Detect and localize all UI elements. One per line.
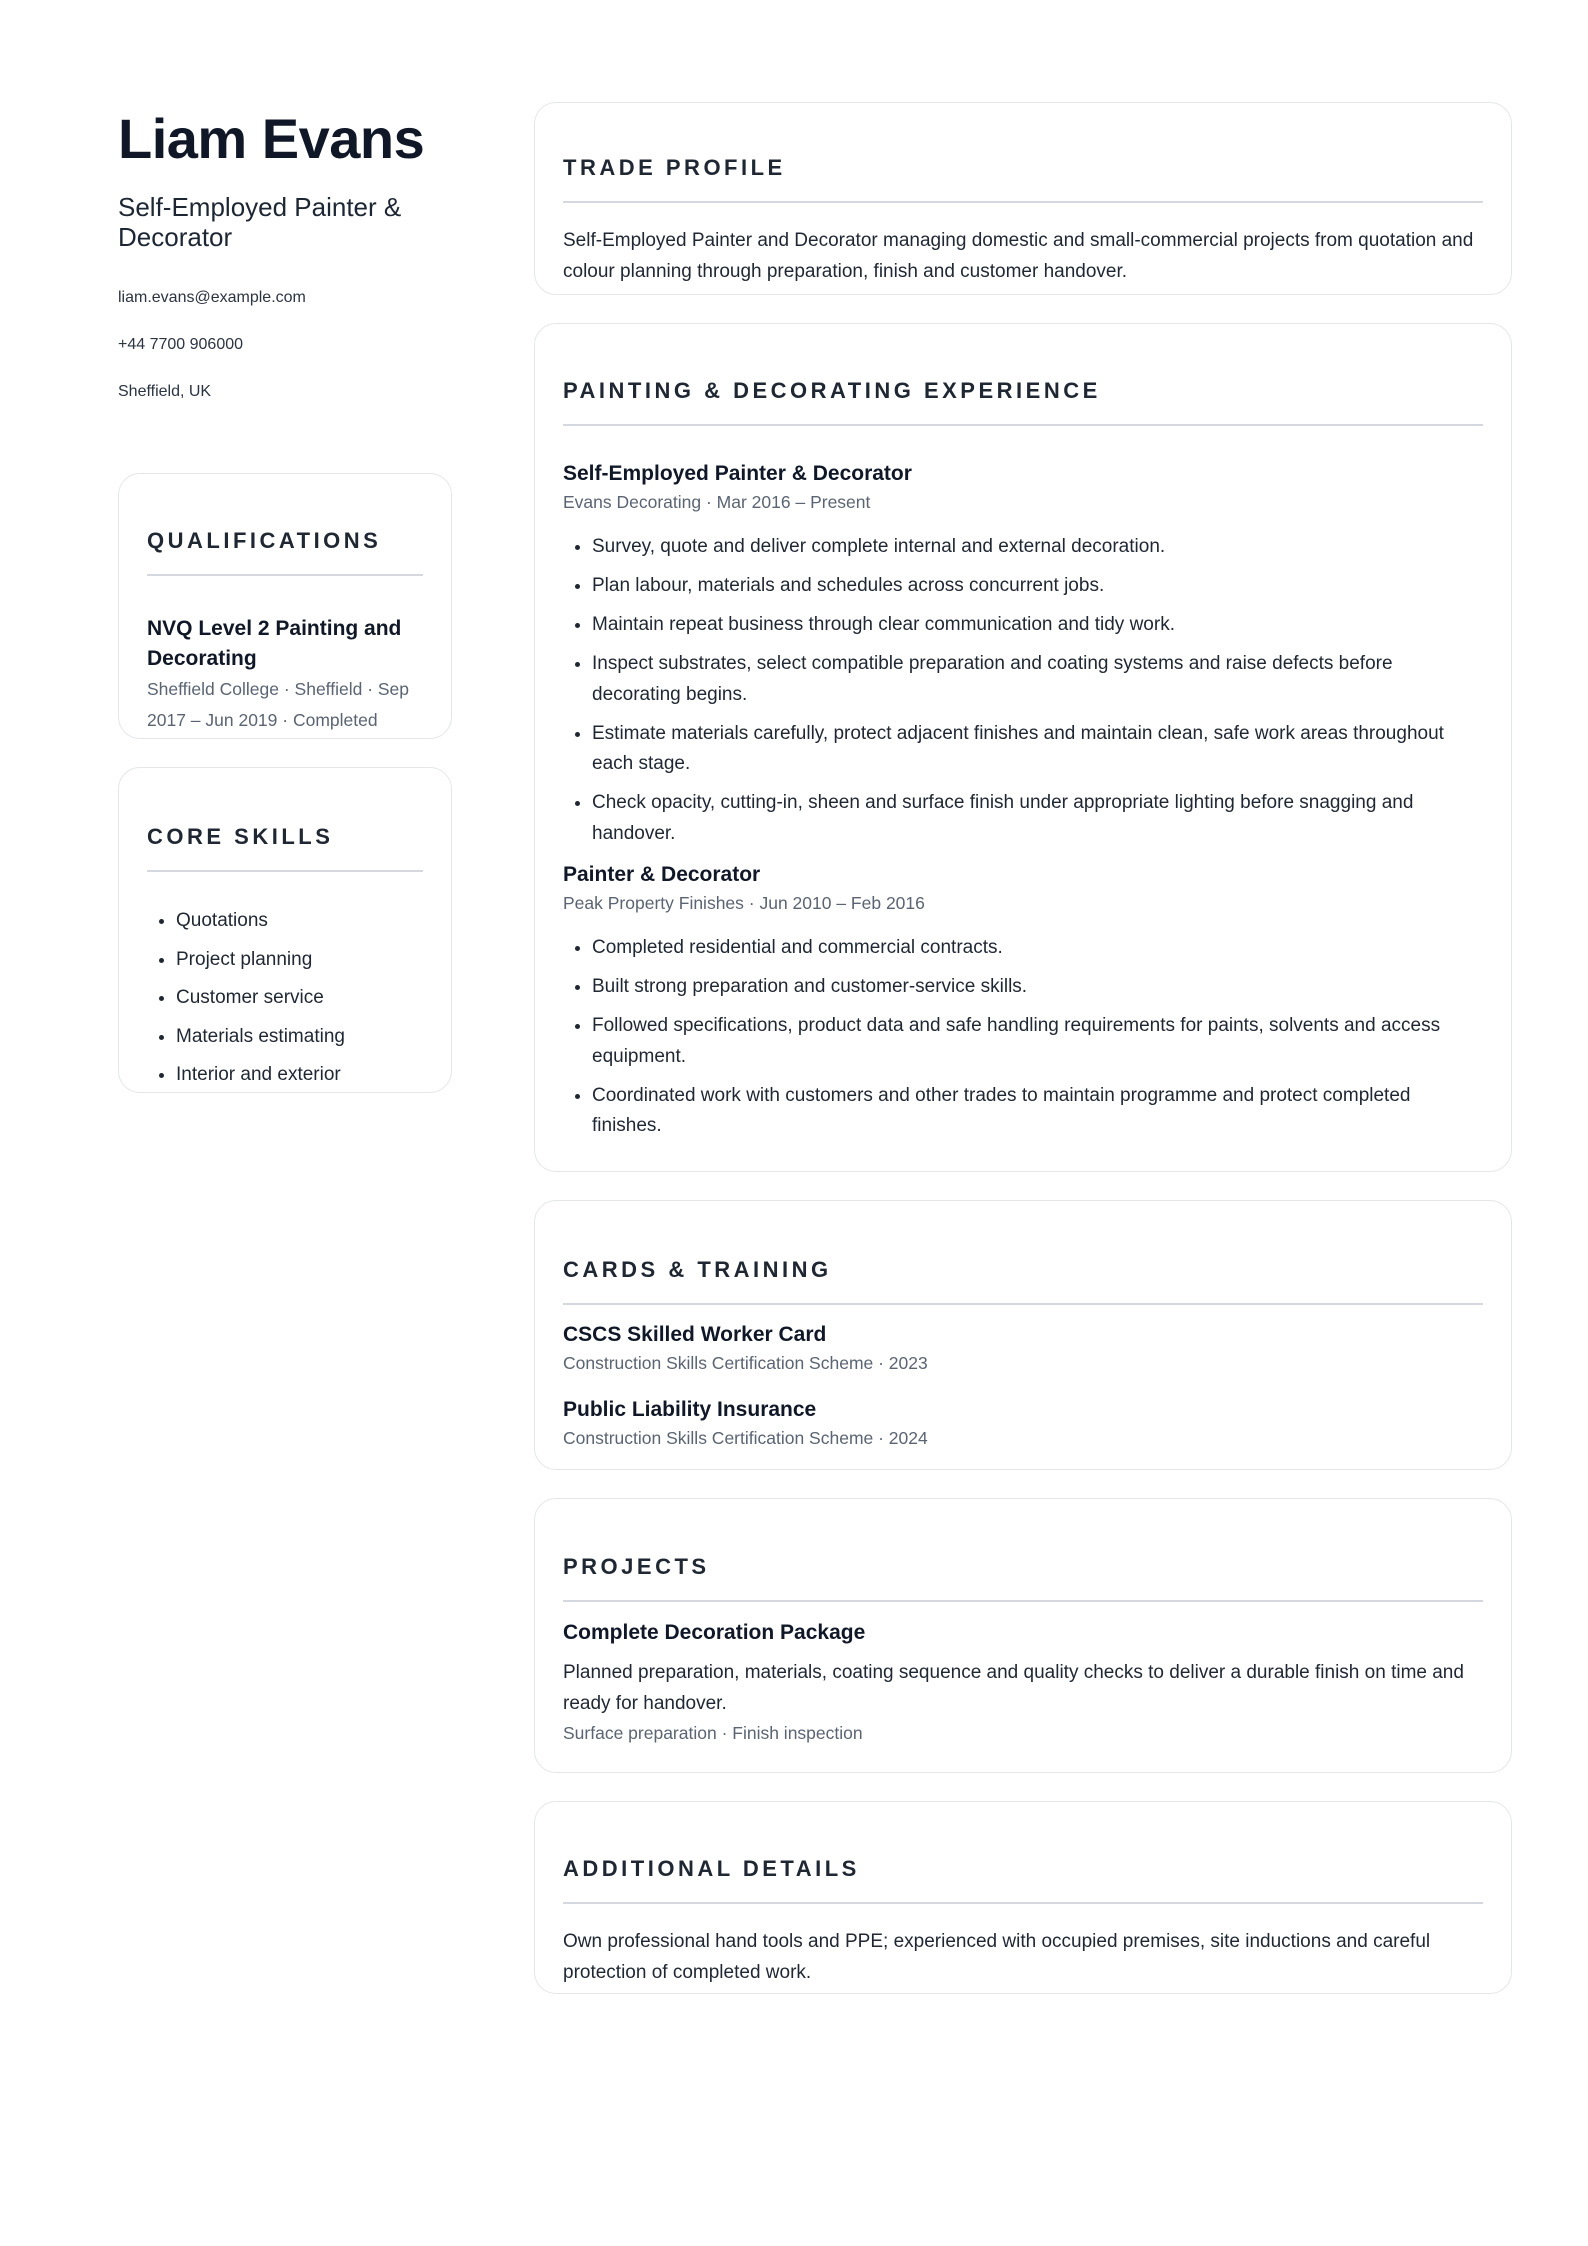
role-bullet: • Coordinated work with customers and other trades to maintain programme and protect completed finishes. — [592, 1081, 1483, 1142]
projects-card — [534, 1498, 1512, 1773]
qualifications-title: QUALIFICATIONS — [147, 528, 423, 576]
trade-profile-text: Self-Employed Painter and Decorator managing domestic and small-commercial projects from quotation and colour planning through preparation, finish and customer handover. — [563, 230, 1474, 282]
role-meta: Peak Property Finishes · Jun 2010 – Feb 2016 — [563, 893, 925, 913]
cert-meta: Construction Skills Certification Scheme · 2024 — [563, 1428, 928, 1448]
skills-list — [147, 906, 423, 1090]
skill-item: • Quotations — [176, 906, 423, 936]
experience-title: PAINTING & DECORATING EXPERIENCE — [563, 378, 1483, 426]
role-bullet: • Estimate materials carefully, protect adjacent finishes and maintain clean, safe work areas throughout each stage. — [592, 719, 1483, 780]
role-bullet: • Followed specifications, product data and safe handling requirements for paints, solvents and access equipment. — [592, 1011, 1483, 1072]
qualification-name: NVQ Level 2 Painting and Decorating — [147, 617, 402, 670]
role-title: Self-Employed Painter & Decorator — [563, 462, 912, 485]
cert-name: CSCS Skilled Worker Card — [563, 1323, 827, 1346]
trade-profile-card — [534, 102, 1512, 295]
skill-item: • Customer service — [176, 983, 423, 1013]
sidebar — [118, 108, 452, 429]
qualification-meta: Sheffield College · Sheffield · Sep 2017 – Jun 2019 · Completed — [147, 679, 410, 730]
qualifications-card — [118, 473, 452, 739]
contact-location: Sheffield, UK — [118, 383, 212, 400]
person-name: Liam Evans — [118, 107, 425, 170]
role-bullet: • Built strong preparation and customer-service skills. — [592, 972, 1483, 1003]
experience-role — [563, 460, 1483, 849]
role-bullet: • Survey, quote and deliver complete internal and external decoration. — [592, 532, 1483, 563]
role-bullet: • Plan labour, materials and schedules across concurrent jobs. — [592, 571, 1483, 602]
role-meta: Evans Decorating · Mar 2016 – Present — [563, 492, 871, 512]
core-skills-card — [118, 767, 452, 1093]
additional-details-card — [534, 1801, 1512, 1994]
projects-title: PROJECTS — [563, 1554, 1483, 1602]
skill-item: • Materials estimating — [176, 1022, 423, 1052]
experience-role — [563, 861, 1483, 1142]
cert-name: Public Liability Insurance — [563, 1398, 817, 1421]
experience-card — [534, 323, 1512, 1172]
role-bullet: • Completed residential and commercial contracts. — [592, 933, 1483, 964]
qualification-item — [147, 614, 423, 736]
cert-meta: Construction Skills Certification Scheme · 2023 — [563, 1353, 928, 1373]
role-bullets — [563, 933, 1483, 1142]
cards-training-card — [534, 1200, 1512, 1470]
skill-item: • Interior and exterior — [176, 1060, 423, 1090]
contact-phone[interactable]: +44 7700 906000 — [118, 336, 244, 353]
contact-block — [118, 288, 452, 429]
skill-item: • Project planning — [176, 945, 423, 975]
role-title: Painter & Decorator — [563, 863, 761, 886]
project-item — [563, 1619, 1483, 1747]
role-bullets — [563, 532, 1483, 849]
role-bullet: • Inspect substrates, select compatible preparation and coating systems and raise defects before decorating begins. — [592, 649, 1483, 710]
project-tags: Surface preparation · Finish inspection — [563, 1723, 863, 1743]
person-headline: Self-Employed Painter & Decorator — [118, 192, 402, 252]
cards-training-title: CARDS & TRAINING — [563, 1257, 1483, 1305]
role-bullet: • Check opacity, cutting-in, sheen and surface finish under appropriate lighting before snagging and handover. — [592, 788, 1483, 849]
trade-profile-title: TRADE PROFILE — [563, 155, 1483, 203]
cert-item — [563, 1321, 1483, 1377]
role-bullet: • Maintain repeat business through clear communication and tidy work. — [592, 610, 1483, 641]
additional-details-title: ADDITIONAL DETAILS — [563, 1856, 1483, 1904]
core-skills-title: CORE SKILLS — [147, 824, 423, 872]
project-name: Complete Decoration Package — [563, 1621, 866, 1644]
cert-item — [563, 1396, 1483, 1452]
contact-email[interactable]: liam.evans@example.com — [118, 289, 306, 306]
project-description: Planned preparation, materials, coating sequence and quality checks to deliver a durable finish on time and ready for handover. — [563, 1662, 1464, 1714]
additional-details-text: Own professional hand tools and PPE; experienced with occupied premises, site inductions and careful protection of completed work. — [563, 1931, 1431, 1983]
